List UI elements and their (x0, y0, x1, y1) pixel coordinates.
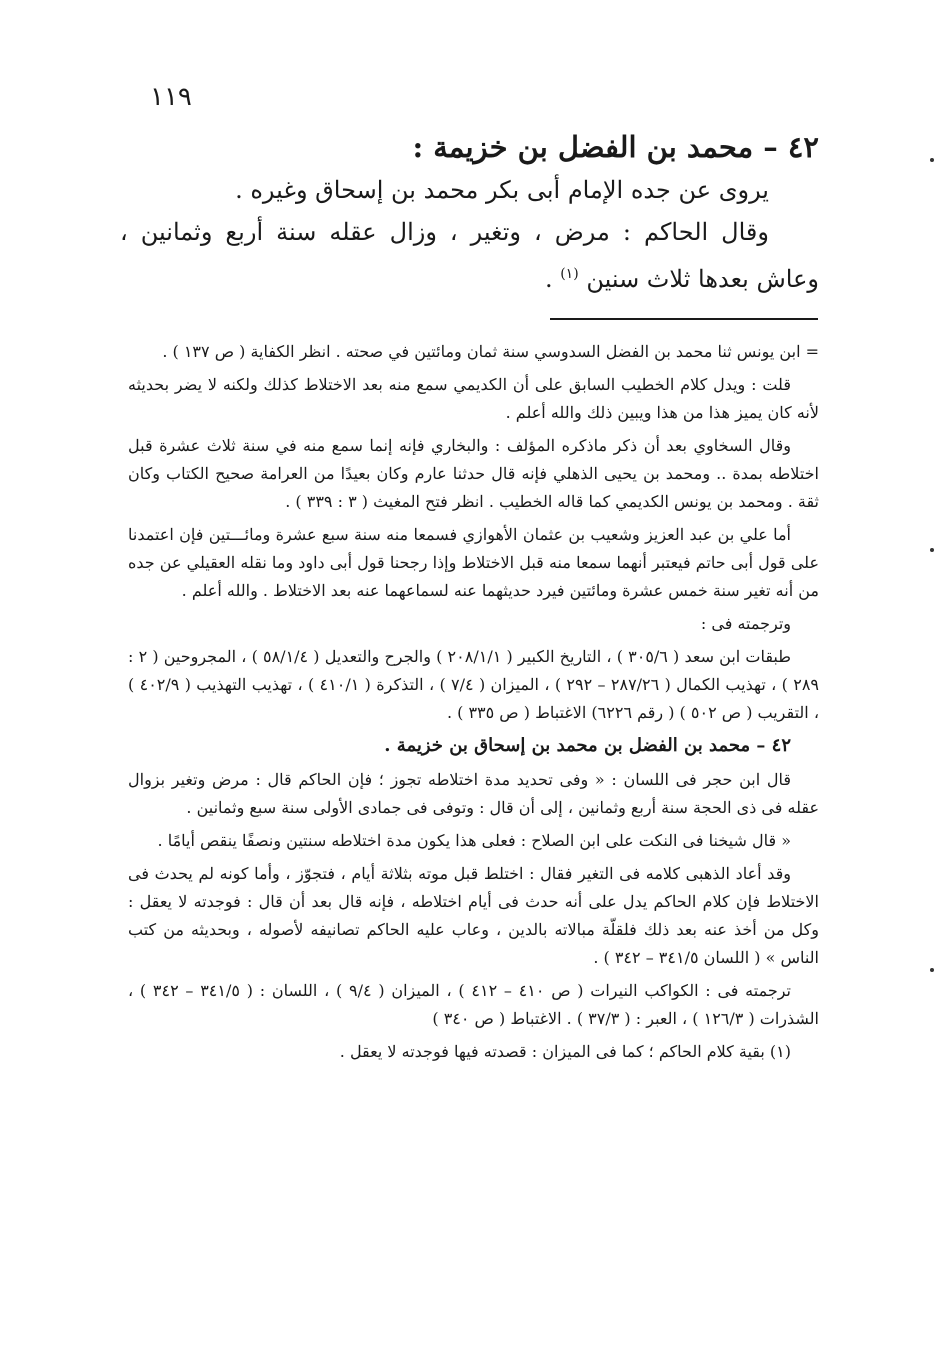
note-paragraph: وقال السخاوي بعد أن ذكر ماذكره المؤلف : والبخاري فإنه إنما سمع منه في سنة ثلاث عشرة قبل اختلاطه بمدة .. ومحمد بن يحيى الذهلي فإنه قال حدثنا عارم وكان بعيدًا من العرامة صحيح الكتاب وكان ثقة . ومحمد بن يونس الكديمي كما قاله الخطيب . انظر فتح المغيث ( ٣ : ٣٣٩ ) . (128, 436, 819, 511)
note-paragraph: وترجمته فى : (700, 614, 791, 633)
scan-speck (930, 158, 934, 162)
note-paragraph: قال ابن حجر فى اللسان : « وفى تحديد مدة اختلاطه تجوز ؛ فإن الحاكم قال : مرض وتغير بزوال عقله فى ذى الحجة سنة أربع وثمانين ، إلى أن قال : وتوفى فى جمادى الأولى سنة سبع وثمانين . (128, 770, 819, 817)
footnote-marker: (١) (560, 266, 579, 282)
note-paragraph: أما علي بن عبد العزيز وشعيب بن عثمان الأهوازي فسمعا منه سنة سبع عشرة ومائـــتين فإن اعتمدنا على قول أبى حاتم فيعتبر أنهما سمعا منه قبل الاختلاط وإذا رجحنا قول أبى داود وما نقله العقيلي عن جده من أنه تغير سنة خمس عشرة ومائتين فيرد حديثهما عنه لسماعهما عنه بعد الاختلاط . والله أعلم . (128, 525, 820, 600)
note-paragraph: « قال شيخنا فى النكت على ابن الصلاح : فعلى هذا يكون مدة اختلاطه سنتين ونصفًا ينقص أيامًا . (157, 831, 791, 850)
note-entry-title: ٤٢ – محمد بن الفضل بن محمد بن إسحاق بن خزيمة . (384, 735, 791, 756)
note-references: طبقات ابن سعد ( ٣٠٥/٦ ) ، التاريخ الكبير ( ٢٠٨/١/١ ) والجرح والتعديل ( ٥٨/١/٤ ) ، المجروحين ( ٢ : ٢٨٩ ) ، تهذيب الكمال ( ٢٨٧/٢٦ – ٢٩٢ ) ، الميزان ( ٧/٤ ) ، التذكرة ( ٤١٠/١ ) ، تهذيب التهذيب ( ٤٠٢/٩ ) ، التقريب ( ص ٥٠٢ ) ( رقم ٦٢٢٦) الاغتباط ( ص ٣٣٥ ) . (128, 647, 820, 722)
footnote-separator-rule (550, 318, 818, 320)
scan-speck (930, 548, 934, 552)
main-paragraph-2-text: وقال الحاكم : مرض ، وتغير ، وزال عقله سنة أربع وثمانين ، وعاش بعدها ثلاث سنين (120, 218, 819, 293)
scan-speck (930, 968, 934, 972)
note-paragraph: وقد أعاد الذهبى كلامه فى التغير فقال : اختلط قبل موته بثلاثة أيام ، فتجوّز ، وأما كونه لم يحدث فى الاختلاط فإن كلام الحاكم يدل على أنه حدث فى أيام اختلاطه ، فإنه قال بعد أن قال : فوجدته لا يعقل : وكل من أخذ عنه بعد ذلك فلقلّة مبالاته بالدين ، وعاب عليه الحاكم تصانيفه لأصوله ، وبحديثه من كتب الناس » ( اللسان ٣٤١/٥ – ٣٤٢ ) . (128, 864, 819, 967)
main-paragraph-2 (120, 211, 819, 300)
note-continuation: = ابن يونس ثنا محمد بن الفضل السدوسي سنة ثمان ومائتين في صحته . انظر الكفاية ( ص ١٣٧ ) . (162, 342, 819, 361)
footnote-1: (١) بقية كلام الحاكم ؛ كما فى الميزان : قصدته فيها فوجدته لا يعقل . (339, 1042, 791, 1061)
main-paragraph-1: يروى عن جده الإمام أبى بكر محمد بن إسحاق وغيره . (235, 176, 769, 204)
main-text-block (120, 125, 819, 300)
note-references: ترجمته فى : الكواكب النيرات ( ص ٤١٠ – ٤١٢ ) ، الميزان ( ٩/٤ ) ، اللسان : ( ٣٤١/٥ – ٣٤٢ ) ، الشذرات ( ١٢٦/٣ ) ، العبر : ( ٣٧/٣ ) . الاغتباط ( ص ٣٤٠ ) (128, 981, 819, 1028)
footnotes-block (128, 338, 819, 1071)
note-paragraph: قلت : ويدل كلام الخطيب السابق على أن الكديمي سمع منه بعد الاختلاط كذلك ولكنه لا يضر بحديثه لأنه كان يميز هذا من هذا ويبين ذلك والله أعلم . (128, 375, 819, 422)
page-number: ١١٩ (150, 82, 192, 112)
entry-title: ٤٢ – محمد بن الفضل بن خزيمة : (412, 130, 819, 164)
main-paragraph-2-end: . (544, 265, 561, 293)
